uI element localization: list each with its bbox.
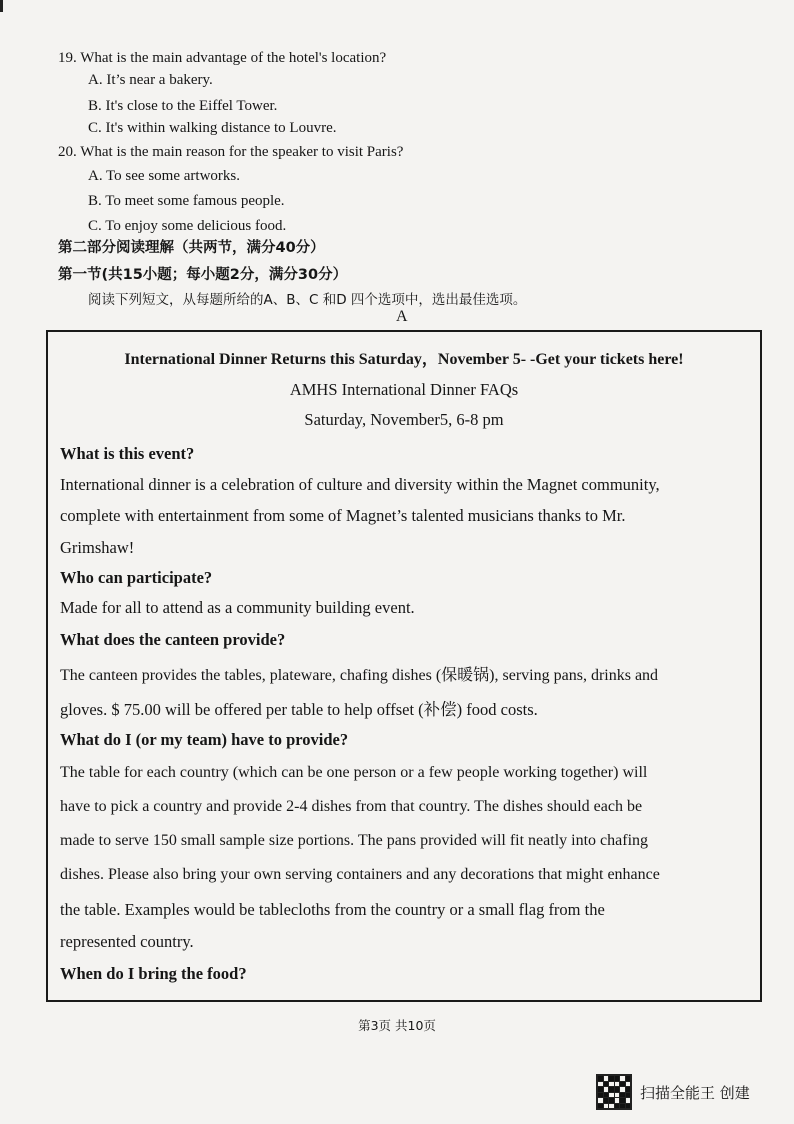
question-20-stem: 20. What is the main reason for the speaker to visit Paris? bbox=[58, 144, 404, 160]
faq-question-food: When do I bring the food? bbox=[60, 964, 247, 983]
paragraph-line: gloves. $ 75.00 will be offered per table to help offset (补偿) food costs. bbox=[60, 700, 538, 719]
paragraph-line: Grimshaw! bbox=[60, 538, 135, 557]
passage-subtitle: AMHS International Dinner FAQs bbox=[289, 380, 519, 399]
question-19-option-b: B. It's close to the Eiffel Tower. bbox=[88, 98, 278, 114]
paragraph-line: Made for all to attend as a community building event. bbox=[60, 598, 415, 617]
part-heading: 第二部分阅读理解（共两节，满分40分） bbox=[58, 240, 325, 256]
paragraph-line: the table. Examples would be tablecloths from the country or a small flag from the bbox=[60, 900, 605, 919]
paragraph-line: made to serve 150 small sample size portions. The pans provided will fit neatly into chafing bbox=[60, 832, 649, 849]
paragraph-line: complete with entertainment from some of Magnet’s talented musicians thanks to Mr. bbox=[60, 506, 626, 525]
question-19-option-a: A. It’s near a bakery. bbox=[88, 72, 213, 88]
passage-headline: International Dinner Returns this Saturday，November 5- -Get your tickets here! bbox=[124, 351, 684, 368]
question-19-stem: 19. What is the main advantage of the hotel's location? bbox=[58, 50, 387, 66]
paragraph-line: The canteen provides the tables, plateware, chafing dishes (保暖锅), serving pans, drinks and bbox=[60, 667, 659, 684]
paragraph-line: represented country. bbox=[60, 932, 194, 951]
question-20-option-b: B. To meet some famous people. bbox=[88, 193, 285, 209]
scanner-watermark: 扫描全能王 创建 bbox=[640, 1084, 750, 1102]
section-heading: 第一节(共15小题；每小题2分，满分30分） bbox=[58, 267, 348, 283]
faq-question-participate: Who can participate? bbox=[60, 568, 213, 587]
faq-question-event: What is this event? bbox=[60, 444, 195, 463]
corner-mark bbox=[0, 0, 3, 12]
qr-code-icon bbox=[596, 1074, 632, 1110]
faq-question-canteen: What does the canteen provide? bbox=[60, 630, 286, 649]
question-20-option-a: A. To see some artworks. bbox=[88, 168, 240, 184]
page-footer: 第3页 共10页 bbox=[358, 1018, 436, 1033]
faq-question-provide: What do I (or my team) have to provide? bbox=[60, 730, 349, 749]
paragraph-line: International dinner is a celebration of culture and diversity within the Magnet community, bbox=[60, 475, 660, 494]
question-20-option-c: C. To enjoy some delicious food. bbox=[88, 218, 287, 234]
question-19-option-c: C. It's within walking distance to Louvre. bbox=[88, 120, 337, 136]
passage-letter: A bbox=[396, 308, 408, 325]
passage-date: Saturday, November5, 6-8 pm bbox=[304, 410, 504, 429]
paragraph-line: dishes. Please also bring your own serving containers and any decorations that might enhance bbox=[60, 866, 660, 883]
instruction-text: 阅读下列短文，从每题所给的A、B、C 和D 四个选项中，选出最佳选项。 bbox=[88, 292, 527, 308]
paragraph-line: The table for each country (which can be one person or a few people working together) will bbox=[60, 764, 648, 781]
paragraph-line: have to pick a country and provide 2-4 dishes from that country. The dishes should each be bbox=[60, 798, 643, 815]
passage-box bbox=[46, 330, 762, 1002]
